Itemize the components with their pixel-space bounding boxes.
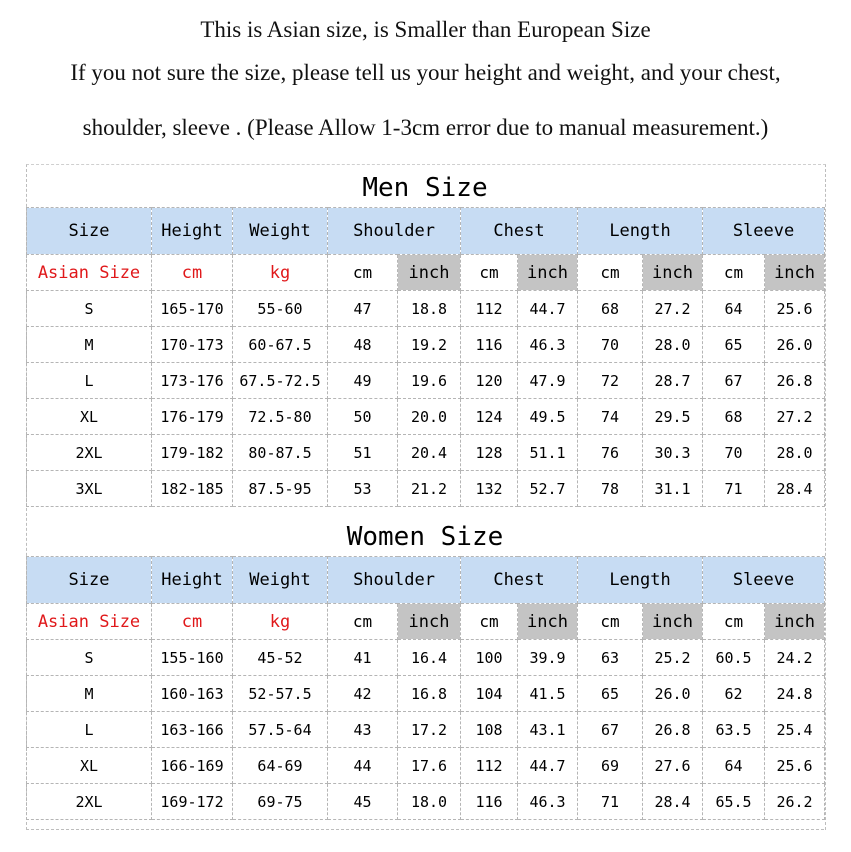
unit-label: inch bbox=[643, 255, 703, 291]
table-cell: 65 bbox=[578, 676, 643, 712]
unit-label: cm bbox=[328, 255, 398, 291]
units-row bbox=[27, 255, 825, 291]
unit-label: cm bbox=[152, 604, 233, 640]
table-cell: 46.3 bbox=[518, 327, 578, 363]
table-cell: 20.4 bbox=[398, 435, 461, 471]
unit-label: cm bbox=[578, 604, 643, 640]
unit-label: inch bbox=[643, 604, 703, 640]
women-size-title: Women Size bbox=[346, 522, 504, 552]
table-cell: 176-179 bbox=[152, 399, 233, 435]
table-cell: 173-176 bbox=[152, 363, 233, 399]
table-cell: 42 bbox=[328, 676, 398, 712]
units-row bbox=[27, 604, 825, 640]
table-cell: 62 bbox=[703, 676, 765, 712]
size-label: S bbox=[27, 291, 152, 327]
sheet-bottom-border bbox=[26, 829, 824, 830]
table-cell: 53 bbox=[328, 471, 398, 507]
table-cell: 43.1 bbox=[518, 712, 578, 748]
column-header-chest: Chest bbox=[461, 208, 578, 255]
column-header-height: Height bbox=[152, 208, 233, 255]
table-cell: 108 bbox=[461, 712, 518, 748]
table-row bbox=[27, 784, 825, 820]
men-size-table bbox=[26, 207, 825, 507]
table-cell: 87.5-95 bbox=[233, 471, 328, 507]
table-cell: 44 bbox=[328, 748, 398, 784]
table-cell: 28.0 bbox=[765, 435, 825, 471]
table-cell: 65 bbox=[703, 327, 765, 363]
table-cell: 26.0 bbox=[643, 676, 703, 712]
table-cell: 116 bbox=[461, 784, 518, 820]
unit-label: cm bbox=[703, 604, 765, 640]
table-cell: 69 bbox=[578, 748, 643, 784]
column-header-weight: Weight bbox=[233, 208, 328, 255]
table-cell: 63.5 bbox=[703, 712, 765, 748]
table-cell: 17.6 bbox=[398, 748, 461, 784]
table-cell: 47.9 bbox=[518, 363, 578, 399]
unit-label: inch bbox=[398, 604, 461, 640]
table-cell: 68 bbox=[578, 291, 643, 327]
column-header-length: Length bbox=[578, 208, 703, 255]
table-cell: 44.7 bbox=[518, 291, 578, 327]
table-cell: 116 bbox=[461, 327, 518, 363]
unit-label: inch bbox=[518, 604, 578, 640]
table-cell: 25.4 bbox=[765, 712, 825, 748]
size-label: S bbox=[27, 640, 152, 676]
unit-label: inch bbox=[765, 255, 825, 291]
unit-label: cm bbox=[461, 604, 518, 640]
table-cell: 78 bbox=[578, 471, 643, 507]
table-row bbox=[27, 399, 825, 435]
table-cell: 41 bbox=[328, 640, 398, 676]
table-cell: 163-166 bbox=[152, 712, 233, 748]
unit-label: cm bbox=[328, 604, 398, 640]
table-cell: 68 bbox=[703, 399, 765, 435]
unit-label: inch bbox=[765, 604, 825, 640]
size-notice-line-1: This is Asian size, is Smaller than European Size bbox=[200, 17, 651, 42]
table-cell: 51 bbox=[328, 435, 398, 471]
table-cell: 112 bbox=[461, 291, 518, 327]
table-cell: 26.8 bbox=[643, 712, 703, 748]
table-cell: 64 bbox=[703, 748, 765, 784]
column-header-shoulder: Shoulder bbox=[328, 557, 461, 604]
table-cell: 60-67.5 bbox=[233, 327, 328, 363]
size-label: 3XL bbox=[27, 471, 152, 507]
table-cell: 72.5-80 bbox=[233, 399, 328, 435]
table-cell: 21.2 bbox=[398, 471, 461, 507]
table-cell: 70 bbox=[703, 435, 765, 471]
table-row bbox=[27, 676, 825, 712]
table-row bbox=[27, 640, 825, 676]
table-cell: 31.1 bbox=[643, 471, 703, 507]
table-cell: 160-163 bbox=[152, 676, 233, 712]
table-cell: 76 bbox=[578, 435, 643, 471]
table-cell: 63 bbox=[578, 640, 643, 676]
table-cell: 100 bbox=[461, 640, 518, 676]
column-header-sleeve: Sleeve bbox=[703, 557, 825, 604]
table-cell: 19.2 bbox=[398, 327, 461, 363]
unit-label: Asian Size bbox=[27, 604, 152, 640]
unit-label: cm bbox=[578, 255, 643, 291]
header-row bbox=[27, 208, 825, 255]
table-cell: 25.6 bbox=[765, 748, 825, 784]
table-cell: 72 bbox=[578, 363, 643, 399]
table-row bbox=[27, 712, 825, 748]
unit-label: kg bbox=[233, 604, 328, 640]
table-cell: 67 bbox=[703, 363, 765, 399]
table-cell: 19.6 bbox=[398, 363, 461, 399]
table-cell: 64 bbox=[703, 291, 765, 327]
table-cell: 25.2 bbox=[643, 640, 703, 676]
table-cell: 45-52 bbox=[233, 640, 328, 676]
unit-label: inch bbox=[398, 255, 461, 291]
table-cell: 28.0 bbox=[643, 327, 703, 363]
table-cell: 17.2 bbox=[398, 712, 461, 748]
unit-label: cm bbox=[152, 255, 233, 291]
size-label: 2XL bbox=[27, 435, 152, 471]
column-header-weight: Weight bbox=[233, 557, 328, 604]
table-cell: 26.8 bbox=[765, 363, 825, 399]
unit-label: kg bbox=[233, 255, 328, 291]
unit-label: cm bbox=[461, 255, 518, 291]
table-row bbox=[27, 327, 825, 363]
unit-label: Asian Size bbox=[27, 255, 152, 291]
table-cell: 57.5-64 bbox=[233, 712, 328, 748]
table-cell: 52-57.5 bbox=[233, 676, 328, 712]
table-cell: 69-75 bbox=[233, 784, 328, 820]
table-cell: 74 bbox=[578, 399, 643, 435]
size-notice-line-3: shoulder, sleeve . (Please Allow 1-3cm error due to manual measurement.) bbox=[82, 115, 769, 140]
column-header-size: Size bbox=[27, 557, 152, 604]
table-cell: 155-160 bbox=[152, 640, 233, 676]
table-cell: 49.5 bbox=[518, 399, 578, 435]
unit-label: cm bbox=[703, 255, 765, 291]
header-row bbox=[27, 557, 825, 604]
table-cell: 51.1 bbox=[518, 435, 578, 471]
table-cell: 120 bbox=[461, 363, 518, 399]
women-size-table bbox=[26, 556, 825, 820]
table-cell: 39.9 bbox=[518, 640, 578, 676]
table-cell: 18.8 bbox=[398, 291, 461, 327]
table-cell: 170-173 bbox=[152, 327, 233, 363]
size-label: 2XL bbox=[27, 784, 152, 820]
table-cell: 28.4 bbox=[765, 471, 825, 507]
table-cell: 18.0 bbox=[398, 784, 461, 820]
table-cell: 124 bbox=[461, 399, 518, 435]
table-cell: 47 bbox=[328, 291, 398, 327]
table-cell: 26.0 bbox=[765, 327, 825, 363]
column-header-sleeve: Sleeve bbox=[703, 208, 825, 255]
table-cell: 80-87.5 bbox=[233, 435, 328, 471]
table-cell: 52.7 bbox=[518, 471, 578, 507]
table-cell: 50 bbox=[328, 399, 398, 435]
table-cell: 70 bbox=[578, 327, 643, 363]
column-header-length: Length bbox=[578, 557, 703, 604]
table-cell: 29.5 bbox=[643, 399, 703, 435]
table-row bbox=[27, 435, 825, 471]
table-cell: 16.4 bbox=[398, 640, 461, 676]
table-cell: 182-185 bbox=[152, 471, 233, 507]
table-cell: 65.5 bbox=[703, 784, 765, 820]
table-cell: 45 bbox=[328, 784, 398, 820]
table-cell: 67 bbox=[578, 712, 643, 748]
table-cell: 132 bbox=[461, 471, 518, 507]
size-label: L bbox=[27, 712, 152, 748]
table-cell: 104 bbox=[461, 676, 518, 712]
table-cell: 27.2 bbox=[765, 399, 825, 435]
table-cell: 64-69 bbox=[233, 748, 328, 784]
size-label: M bbox=[27, 327, 152, 363]
table-cell: 44.7 bbox=[518, 748, 578, 784]
table-cell: 128 bbox=[461, 435, 518, 471]
table-cell: 169-172 bbox=[152, 784, 233, 820]
table-cell: 46.3 bbox=[518, 784, 578, 820]
size-notice-line-2: If you not sure the size, please tell us your height and weight, and your chest, bbox=[70, 60, 781, 85]
table-cell: 16.8 bbox=[398, 676, 461, 712]
table-cell: 179-182 bbox=[152, 435, 233, 471]
table-cell: 165-170 bbox=[152, 291, 233, 327]
table-row bbox=[27, 748, 825, 784]
unit-label: inch bbox=[518, 255, 578, 291]
table-cell: 48 bbox=[328, 327, 398, 363]
table-cell: 43 bbox=[328, 712, 398, 748]
table-cell: 30.3 bbox=[643, 435, 703, 471]
men-size-title: Men Size bbox=[362, 173, 488, 203]
table-cell: 55-60 bbox=[233, 291, 328, 327]
table-cell: 67.5-72.5 bbox=[233, 363, 328, 399]
table-cell: 27.6 bbox=[643, 748, 703, 784]
table-cell: 25.6 bbox=[765, 291, 825, 327]
table-cell: 20.0 bbox=[398, 399, 461, 435]
table-cell: 26.2 bbox=[765, 784, 825, 820]
table-cell: 24.2 bbox=[765, 640, 825, 676]
table-cell: 112 bbox=[461, 748, 518, 784]
size-label: XL bbox=[27, 399, 152, 435]
table-cell: 71 bbox=[703, 471, 765, 507]
table-cell: 60.5 bbox=[703, 640, 765, 676]
table-cell: 41.5 bbox=[518, 676, 578, 712]
size-label: XL bbox=[27, 748, 152, 784]
table-row bbox=[27, 471, 825, 507]
column-header-shoulder: Shoulder bbox=[328, 208, 461, 255]
table-cell: 28.4 bbox=[643, 784, 703, 820]
size-label: M bbox=[27, 676, 152, 712]
table-cell: 71 bbox=[578, 784, 643, 820]
column-header-height: Height bbox=[152, 557, 233, 604]
table-cell: 28.7 bbox=[643, 363, 703, 399]
column-header-chest: Chest bbox=[461, 557, 578, 604]
table-row bbox=[27, 291, 825, 327]
table-cell: 166-169 bbox=[152, 748, 233, 784]
table-cell: 27.2 bbox=[643, 291, 703, 327]
column-header-size: Size bbox=[27, 208, 152, 255]
table-cell: 24.8 bbox=[765, 676, 825, 712]
table-row bbox=[27, 363, 825, 399]
size-label: L bbox=[27, 363, 152, 399]
table-cell: 49 bbox=[328, 363, 398, 399]
